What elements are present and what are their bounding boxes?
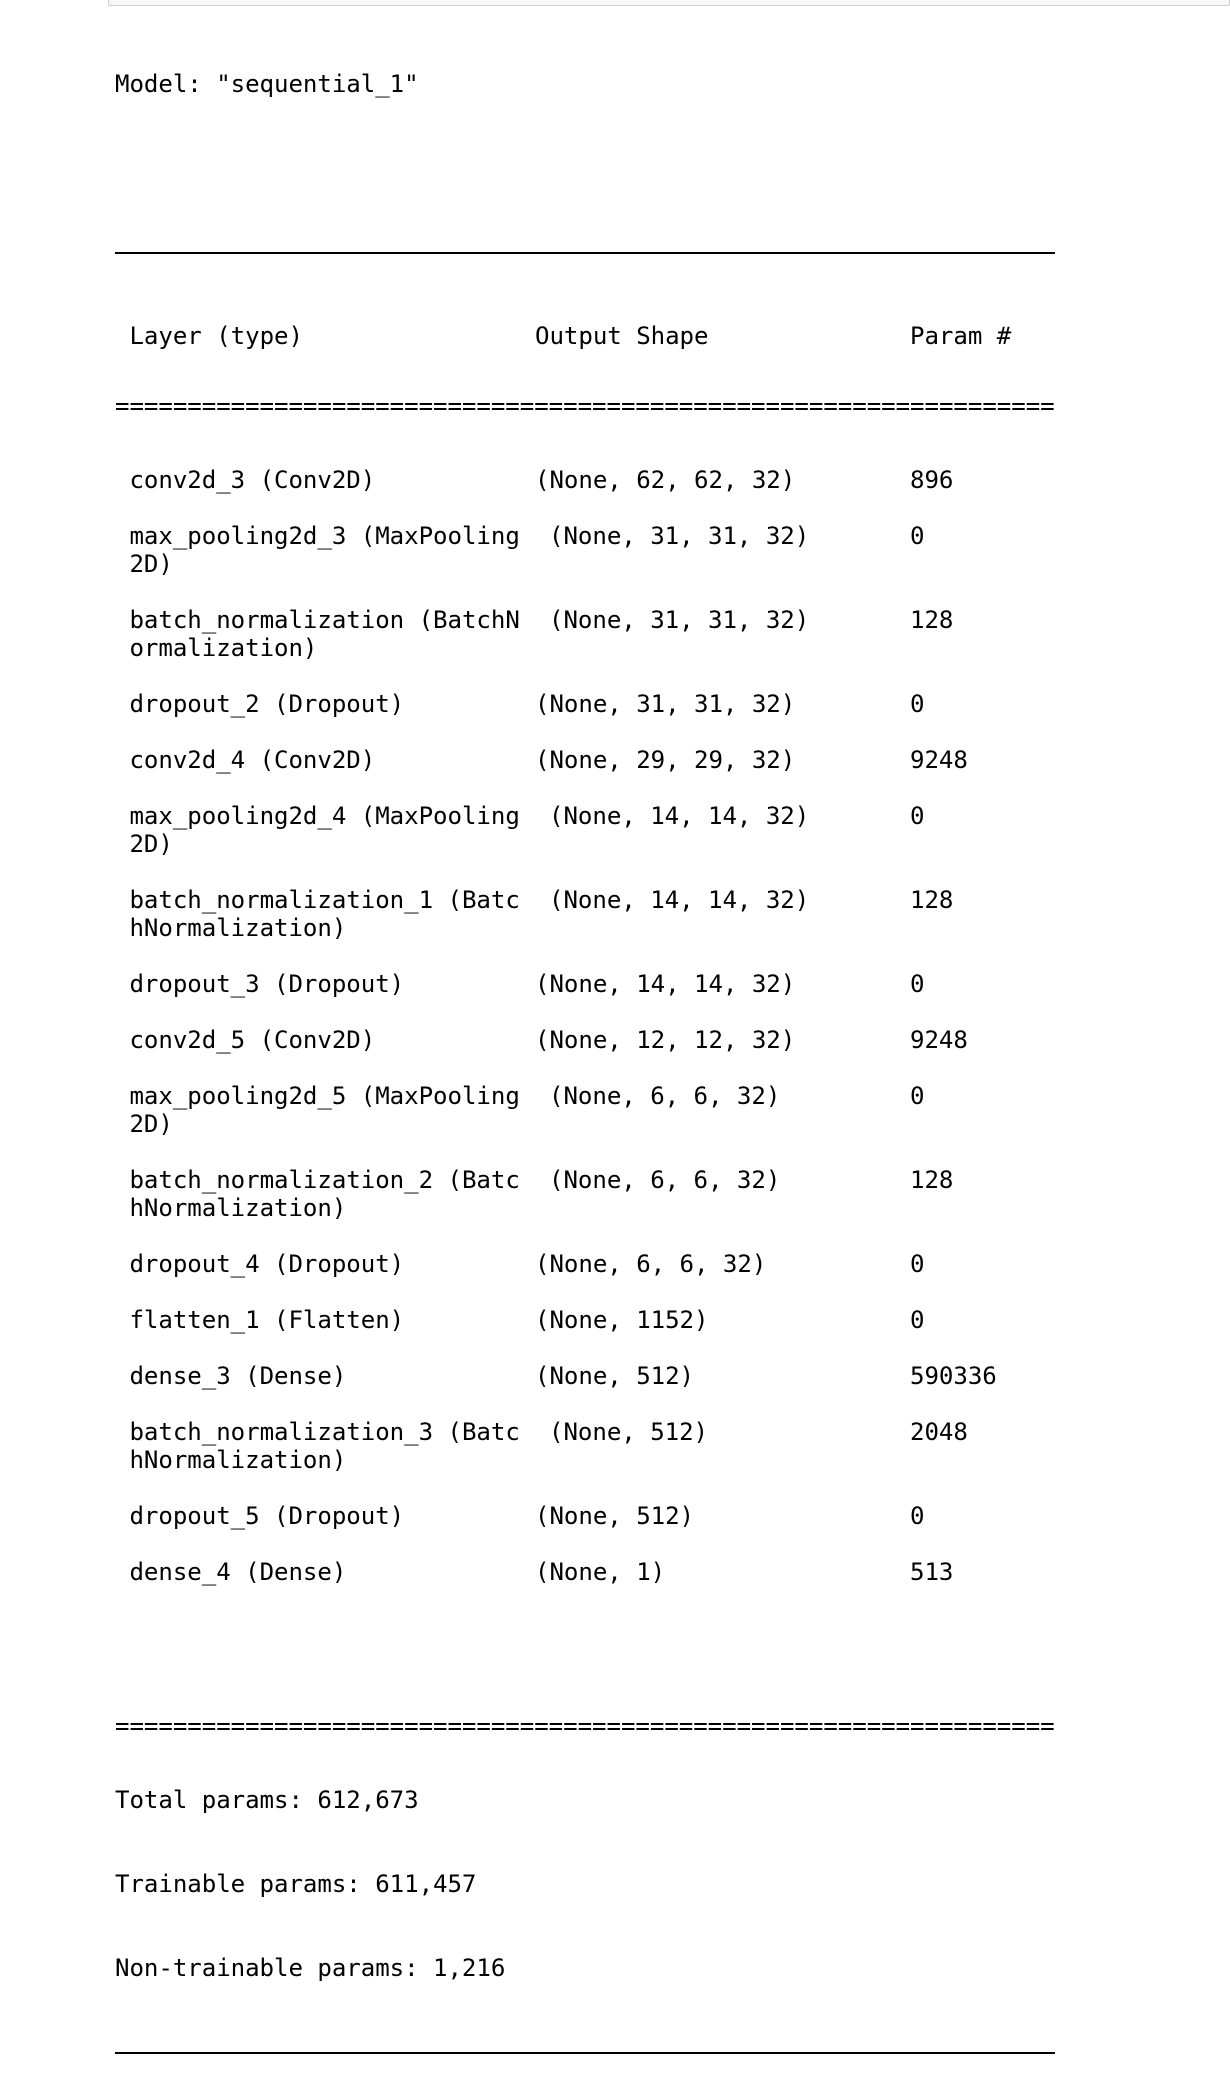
footer-double-rule [115,1712,1055,1740]
layer-name [115,970,535,998]
layer-name [115,690,535,718]
layer-name [115,522,535,550]
output-shape: (None, 6, 6, 32) [535,1250,767,1278]
param-count: 0 [910,522,925,550]
layer-name-text: dropout_4 (Dropout) [129,1250,405,1278]
total-params: Total params: 612,673 [115,1786,419,1814]
layer-name-continuation: 2D) [129,830,173,858]
layer-name-continuation: ormalization) [129,634,318,662]
table-row [115,1558,1011,1586]
layer-name-continuation: 2D) [129,1110,173,1138]
output-shape: (None, 1152) [535,1306,709,1334]
table-row [115,970,1011,1026]
non-trainable-params: Non-trainable params: 1,216 [115,1954,506,1982]
table-header [115,322,1011,350]
double-rule-text: ================================================================= [115,1712,1055,1740]
output-shape: (None, 512) [535,1502,695,1530]
table-row [115,1418,1011,1502]
layer-name-continuation: 2D) [129,550,173,578]
table-row [115,466,1011,522]
output-shape: (None, 12, 12, 32) [535,1026,796,1054]
param-count: 0 [910,970,925,998]
layer-name [115,802,535,830]
layer-name [115,1026,535,1054]
param-count: 128 [910,1166,954,1194]
layer-name [115,1362,535,1390]
output-shape: (None, 14, 14, 32) [549,802,810,830]
layer-name [115,1082,535,1110]
output-shape: (None, 62, 62, 32) [535,466,796,494]
header-layer [115,322,535,350]
output-shape: (None, 31, 31, 32) [549,522,810,550]
param-count: 128 [910,886,954,914]
layer-name [115,886,535,914]
output-shape: (None, 6, 6, 32) [549,1082,781,1110]
bottom-rule [115,2038,1011,2066]
param-count: 9248 [910,746,968,774]
param-count: 2048 [910,1418,968,1446]
layer-name [115,1502,535,1530]
output-shape: (None, 31, 31, 32) [535,690,796,718]
table-row [115,746,1011,802]
output-shape: (None, 512) [549,1418,709,1446]
table-row [115,1166,1011,1250]
top-rule [115,238,1011,266]
header-params: Param # [910,322,1012,350]
layer-name [115,1250,535,1278]
layer-name-text: max_pooling2d_3 (MaxPooling [129,522,520,550]
layer-name [115,1166,535,1194]
table-row [115,1502,1011,1558]
layer-name-text: conv2d_5 (Conv2D) [129,1026,376,1054]
layer-name-text: batch_normalization_3 (Batc [129,1418,520,1446]
trainable-params: Trainable params: 611,457 [115,1870,477,1898]
layer-name-text: dropout_3 (Dropout) [129,970,405,998]
param-count: 0 [910,1082,925,1110]
layer-name-continuation: hNormalization) [129,1194,347,1222]
param-count: 513 [910,1558,954,1586]
table-row [115,1362,1011,1418]
table-row [115,690,1011,746]
layer-name [115,466,535,494]
layer-name-continuation: hNormalization) [129,1446,347,1474]
layer-name [115,1558,535,1586]
layer-name [115,606,535,634]
table-row [115,886,1011,970]
param-count: 590336 [910,1362,997,1390]
layer-name-text: dense_4 (Dense) [129,1558,347,1586]
layer-name [115,1418,535,1446]
layer-name [115,746,535,774]
table-row [115,802,1011,886]
output-shape: (None, 31, 31, 32) [549,606,810,634]
layer-name [115,1306,535,1334]
param-count: 9248 [910,1026,968,1054]
output-shape: (None, 6, 6, 32) [549,1166,781,1194]
table-row [115,522,1011,606]
layer-name-text: batch_normalization_2 (Batc [129,1166,520,1194]
layer-rows [115,466,1011,1586]
layer-name-text: dense_3 (Dense) [129,1362,347,1390]
output-shape: (None, 29, 29, 32) [535,746,796,774]
layer-name-text: max_pooling2d_4 (MaxPooling [129,802,520,830]
layer-name-text: conv2d_3 (Conv2D) [129,466,376,494]
output-shape: (None, 512) [535,1362,695,1390]
model-title: Model: "sequential_1" [115,70,419,98]
header-output-shape: Output Shape [535,322,709,350]
header-double-rule [115,392,1055,420]
layer-name-text: batch_normalization_1 (Batc [129,886,520,914]
param-count: 0 [910,802,925,830]
table-row [115,1082,1011,1166]
layer-name-text: batch_normalization (BatchN [129,606,520,634]
double-rule-text: ================================================================= [115,392,1055,420]
param-count: 0 [910,1306,925,1334]
table-row [115,1250,1011,1306]
output-shape: (None, 14, 14, 32) [535,970,796,998]
header-layer-label: Layer (type) [129,322,303,350]
param-count: 896 [910,466,954,494]
layer-name-text: dropout_2 (Dropout) [129,690,405,718]
layer-name-text: flatten_1 (Flatten) [129,1306,405,1334]
output-shape: (None, 1) [535,1558,666,1586]
param-count: 128 [910,606,954,634]
layer-name-text: max_pooling2d_5 (MaxPooling [129,1082,520,1110]
param-count: 0 [910,690,925,718]
param-count: 0 [910,1250,925,1278]
table-row [115,1026,1011,1082]
table-row [115,606,1011,690]
layer-name-text: dropout_5 (Dropout) [129,1502,405,1530]
table-row [115,1306,1011,1362]
layer-name-continuation: hNormalization) [129,914,347,942]
param-count: 0 [910,1502,925,1530]
model-summary-output [115,14,1055,2094]
layer-name-text: conv2d_4 (Conv2D) [129,746,376,774]
previous-cell-border [108,0,1230,6]
output-shape: (None, 14, 14, 32) [549,886,810,914]
